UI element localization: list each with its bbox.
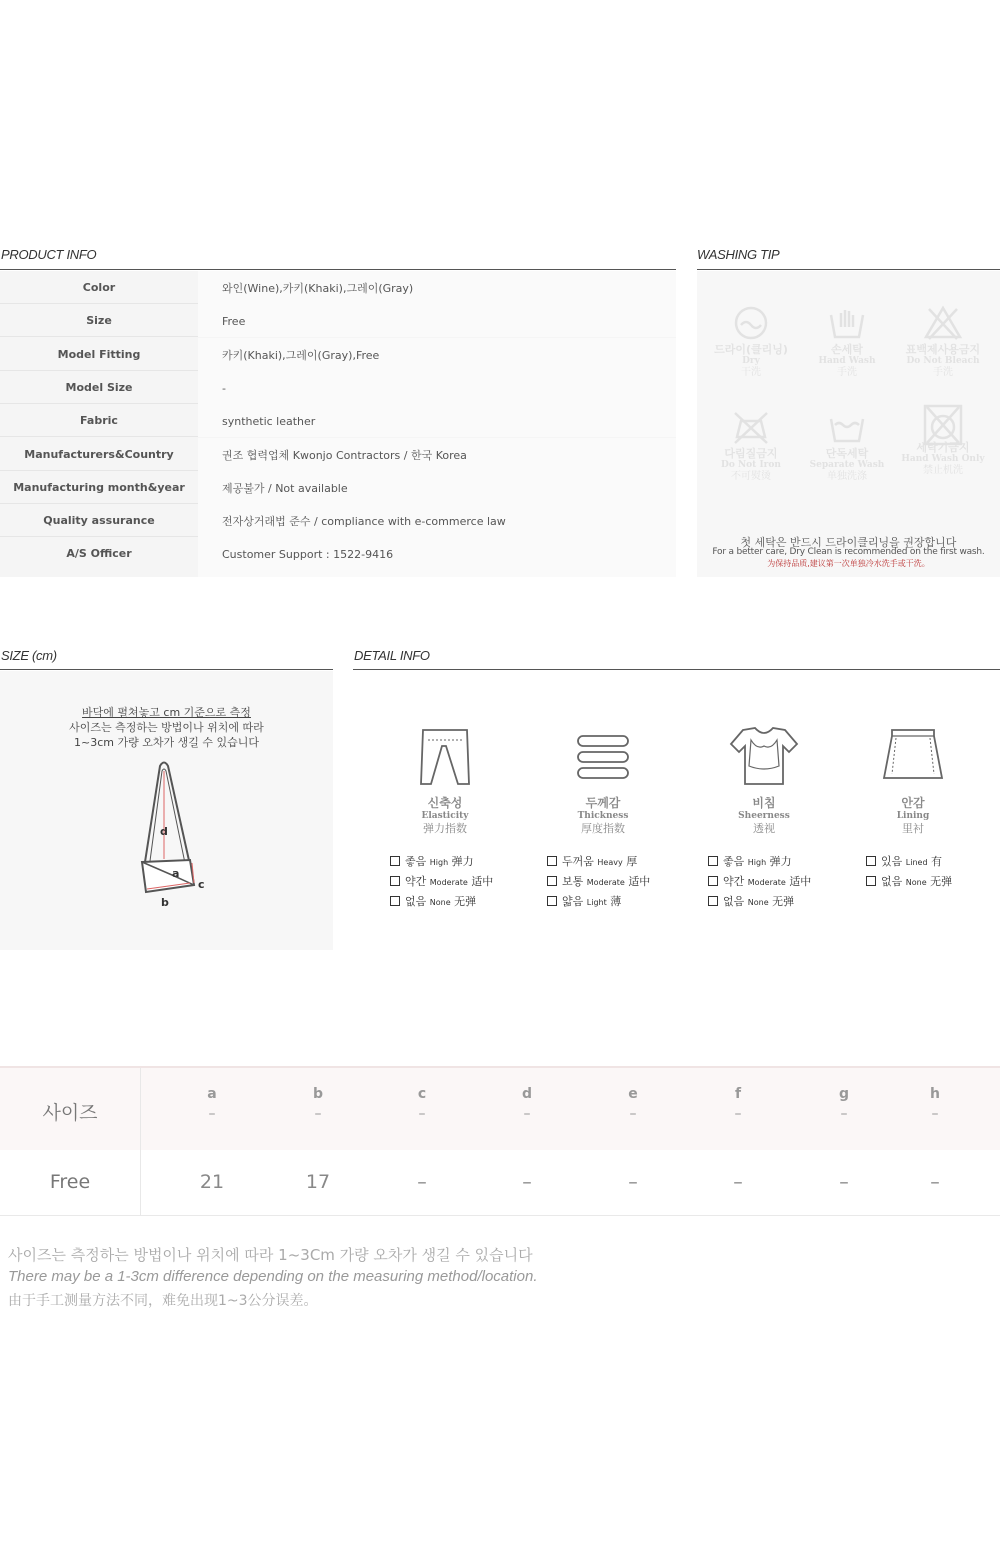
size-title: SIZE (cm) [1, 648, 57, 663]
detail-info-title: DETAIL INFO [354, 648, 430, 663]
note-zh: 由于手工测量方法不同，难免出现1~3公分误差。 [8, 1293, 318, 1309]
detail-label-ko: 두께감 [585, 796, 621, 810]
row-label: A/S Officer [66, 547, 132, 560]
label-a: a [172, 867, 180, 880]
column-dash: – [629, 1106, 637, 1122]
column-header-e: e [628, 1086, 638, 1102]
do-not-bleach-icon [923, 305, 963, 341]
option-en: None [747, 898, 769, 907]
size-table-row [0, 1150, 1000, 1216]
detail-label-zh: 厚度指数 [581, 822, 625, 835]
option-zh: 无弹 [772, 895, 795, 908]
option-en: High [747, 858, 767, 867]
note-ko: 사이즈는 측정하는 방법이나 위치에 따라 1~3Cm 가량 오차가 생길 수 있습니다 [8, 1246, 533, 1264]
column-header-h: h [930, 1086, 940, 1102]
wash-item [799, 305, 895, 379]
product-info-row [0, 404, 676, 437]
option-elasticity-moderate[interactable] [390, 875, 493, 890]
option-zh: 弹力 [769, 855, 792, 868]
option-ko: 좋음 [405, 855, 427, 868]
checkbox[interactable] [390, 876, 400, 886]
separate-wash-icon [827, 409, 867, 445]
option-thickness-heavy[interactable] [547, 855, 637, 870]
lining-skirt-icon [838, 726, 988, 788]
cell-a: 21 [199, 1171, 225, 1193]
size-row-label: Free [49, 1171, 91, 1193]
checkbox[interactable] [390, 896, 400, 906]
wash-label-en: Dry [742, 356, 760, 366]
wash-note-en: For a better care, Dry Clean is recommended on the first wash. [712, 547, 985, 557]
elasticity-pants-icon [370, 726, 520, 788]
table-divider [140, 1068, 141, 1152]
checkbox[interactable] [547, 856, 557, 866]
detail-label-ko: 비침 [752, 796, 776, 810]
row-value: 와인(Wine),카키(Khaki),그레이(Gray) [198, 271, 676, 304]
option-en: Light [586, 898, 607, 907]
size-guide-line-3: 1~3cm 가량 오차가 생길 수 있습니다 [74, 736, 259, 749]
column-dash: – [208, 1106, 216, 1122]
option-zh: 有 [931, 855, 943, 868]
option-en: Moderate [747, 878, 786, 887]
checkbox[interactable] [708, 896, 718, 906]
detail-label-zh: 弹力指数 [423, 822, 467, 835]
column-header-a: a [207, 1086, 217, 1102]
checkbox[interactable] [390, 856, 400, 866]
option-sheerness-moderate[interactable] [708, 875, 811, 890]
product-info-row [0, 271, 676, 304]
option-zh: 厚 [626, 855, 638, 868]
size-panel [0, 671, 333, 950]
label-d: d [160, 825, 168, 838]
hand-wash-icon [827, 305, 867, 341]
product-info-table [0, 271, 676, 577]
cell-c: – [417, 1171, 427, 1193]
detail-label-ko: 안감 [901, 796, 925, 810]
option-en: Moderate [586, 878, 625, 887]
row-label: Quality assurance [43, 514, 155, 527]
wash-label-zh: 禁止机洗 [923, 465, 963, 476]
row-label: Fabric [80, 414, 118, 427]
cell-e: – [628, 1171, 638, 1193]
thickness-layers-icon [528, 726, 678, 788]
cell-b: 17 [305, 1171, 331, 1193]
column-dash: – [931, 1106, 939, 1122]
sheerness-shirt-icon [689, 726, 839, 788]
detail-label-ko: 신축성 [427, 796, 463, 810]
detail-elasticity [370, 726, 520, 836]
row-label: Color [82, 281, 116, 294]
product-info-rule [0, 269, 676, 270]
cell-h: – [930, 1171, 940, 1193]
cell-d: – [522, 1171, 532, 1193]
wash-item [895, 305, 991, 379]
wash-item [895, 403, 991, 477]
option-ko: 약간 [405, 875, 427, 888]
column-dash: – [418, 1106, 426, 1122]
option-en: None [905, 878, 927, 887]
option-sheerness-high[interactable] [708, 855, 792, 870]
option-elasticity-none[interactable] [390, 895, 476, 910]
column-header-b: b [312, 1086, 324, 1102]
option-zh: 无弹 [930, 875, 953, 888]
size-guide-line-1: 바닥에 펼쳐놓고 cm 기준으로 측정 [82, 706, 251, 719]
wash-label-ko: 다림질금지 [724, 447, 778, 460]
column-dash: – [314, 1106, 322, 1122]
product-info-row [0, 304, 676, 337]
detail-sheerness [689, 726, 839, 836]
checkbox[interactable] [708, 856, 718, 866]
washing-tip-rule [697, 269, 1000, 270]
row-value: Free [198, 304, 676, 337]
wash-label-en: Hand Wash [818, 356, 876, 366]
row-label: Manufacturers&Country [24, 448, 174, 461]
label-b: b [161, 896, 169, 909]
size-row-header: 사이즈 [42, 1102, 98, 1124]
wash-item [703, 409, 799, 483]
cell-g: – [839, 1171, 849, 1193]
wash-label-zh: 单独洗涤 [827, 471, 867, 482]
detail-label-en: Lining [896, 811, 930, 821]
wash-label-en: Do Not Iron [721, 460, 781, 470]
wash-label-en: Hand Wash Only [901, 454, 985, 464]
wash-label-en: Separate Wash [809, 460, 885, 470]
checkbox[interactable] [866, 876, 876, 886]
wash-note-zh: 为保持品质,建议第一次单独冷水洗手或干洗。 [767, 559, 930, 568]
bag-diagram [0, 671, 333, 950]
option-ko: 약간 [723, 875, 745, 888]
do-not-iron-icon [731, 409, 771, 445]
detail-label-en: Thickness [577, 811, 629, 821]
product-info-row [0, 338, 676, 371]
note-en: There may be a 1-3cm difference depending on the measuring method/location. [8, 1268, 538, 1285]
product-info-row [0, 504, 676, 537]
option-zh: 适中 [628, 875, 651, 888]
checkbox[interactable] [547, 896, 557, 906]
column-header-c: c [417, 1086, 427, 1102]
detail-thickness [528, 726, 678, 836]
option-en: Moderate [429, 878, 468, 887]
size-rule [0, 669, 333, 670]
option-en: Lined [905, 858, 928, 867]
option-en: None [429, 898, 451, 907]
option-ko: 얇음 [562, 895, 584, 908]
strap-outline [145, 763, 192, 875]
option-ko: 있음 [881, 855, 903, 868]
product-info-row [0, 371, 676, 404]
row-label: Model Fitting [57, 348, 141, 361]
row-value: 권조 협력업체 Kwonjo Contractors / 한국 Korea [198, 438, 676, 471]
column-dash: – [523, 1106, 531, 1122]
option-ko: 좋음 [723, 855, 745, 868]
option-lining-none[interactable] [866, 875, 952, 890]
option-zh: 适中 [471, 875, 494, 888]
table-divider [140, 1150, 141, 1216]
wash-item [799, 409, 895, 483]
option-thickness-light[interactable] [547, 895, 621, 910]
row-value: 제공불가 / Not available [198, 471, 676, 504]
wash-label-ko: 표백제사용금지 [905, 343, 981, 356]
wash-label-zh: 不可熨烫 [731, 471, 771, 482]
size-guide-line-2: 사이즈는 측정하는 방법이나 위치에 따라 [69, 721, 264, 734]
detail-label-en: Elasticity [421, 811, 469, 821]
product-info-title: PRODUCT INFO [1, 247, 97, 262]
row-label: Model Size [65, 381, 133, 394]
column-dash: – [840, 1106, 848, 1122]
washing-panel [697, 271, 1000, 577]
wash-label-ko: 단독세탁 [825, 447, 869, 460]
option-sheerness-none[interactable] [708, 895, 794, 910]
detail-info-rule [353, 669, 1000, 670]
option-ko: 두꺼움 [562, 855, 594, 868]
option-ko: 보통 [562, 875, 584, 888]
wash-label-zh: 手洗 [933, 367, 953, 378]
label-c: c [198, 878, 205, 891]
row-value: - [198, 371, 676, 404]
wash-label-zh: 干洗 [741, 367, 761, 378]
row-value: Customer Support : 1522-9416 [198, 537, 676, 577]
column-header-d: d [521, 1086, 533, 1102]
wash-label-ko: 세탁기금지 [916, 441, 970, 454]
option-ko: 없음 [881, 875, 903, 888]
dry-clean-icon [731, 305, 771, 341]
wash-item [703, 305, 799, 379]
product-info-row [0, 438, 676, 471]
wash-label-en: Do Not Bleach [906, 356, 980, 366]
detail-lining [838, 726, 988, 836]
wash-note-ko: 첫 세탁은 반드시 드라이클리닝을 권장합니다 [740, 536, 957, 549]
option-zh: 无弹 [454, 895, 477, 908]
row-value: 전자상거래법 준수 / compliance with e-commerce law [198, 504, 676, 537]
row-label: Manufacturing month&year [13, 481, 185, 494]
detail-label-en: Sheerness [738, 811, 790, 821]
option-en: High [429, 858, 449, 867]
option-ko: 없음 [723, 895, 745, 908]
option-zh: 薄 [610, 895, 622, 908]
product-info-row [0, 537, 676, 570]
cell-f: – [733, 1171, 743, 1193]
wash-label-ko: 드라이(클리닝) [714, 343, 788, 356]
option-lining-lined[interactable] [866, 855, 942, 870]
checkbox[interactable] [866, 856, 876, 866]
option-zh: 适中 [789, 875, 812, 888]
option-en: Heavy [597, 858, 623, 867]
column-header-g: g [838, 1086, 850, 1102]
row-value: synthetic leather [198, 404, 676, 437]
option-ko: 없음 [405, 895, 427, 908]
option-elasticity-high[interactable] [390, 855, 474, 870]
column-header-f: f [734, 1086, 742, 1102]
option-thickness-moderate[interactable] [547, 875, 650, 890]
row-value: 카키(Khaki),그레이(Gray),Free [198, 338, 676, 371]
wash-label-ko: 손세탁 [831, 343, 863, 356]
size-table-header [0, 1066, 1000, 1150]
option-zh: 弹力 [451, 855, 474, 868]
checkbox[interactable] [547, 876, 557, 886]
washing-tip-title: WASHING TIP [697, 247, 780, 262]
detail-label-zh: 透视 [753, 822, 775, 835]
row-label: Size [86, 314, 112, 327]
wash-label-zh: 手洗 [837, 367, 857, 378]
column-dash: – [734, 1106, 742, 1122]
product-info-row [0, 471, 676, 504]
checkbox[interactable] [708, 876, 718, 886]
detail-label-zh: 里衬 [902, 822, 924, 835]
